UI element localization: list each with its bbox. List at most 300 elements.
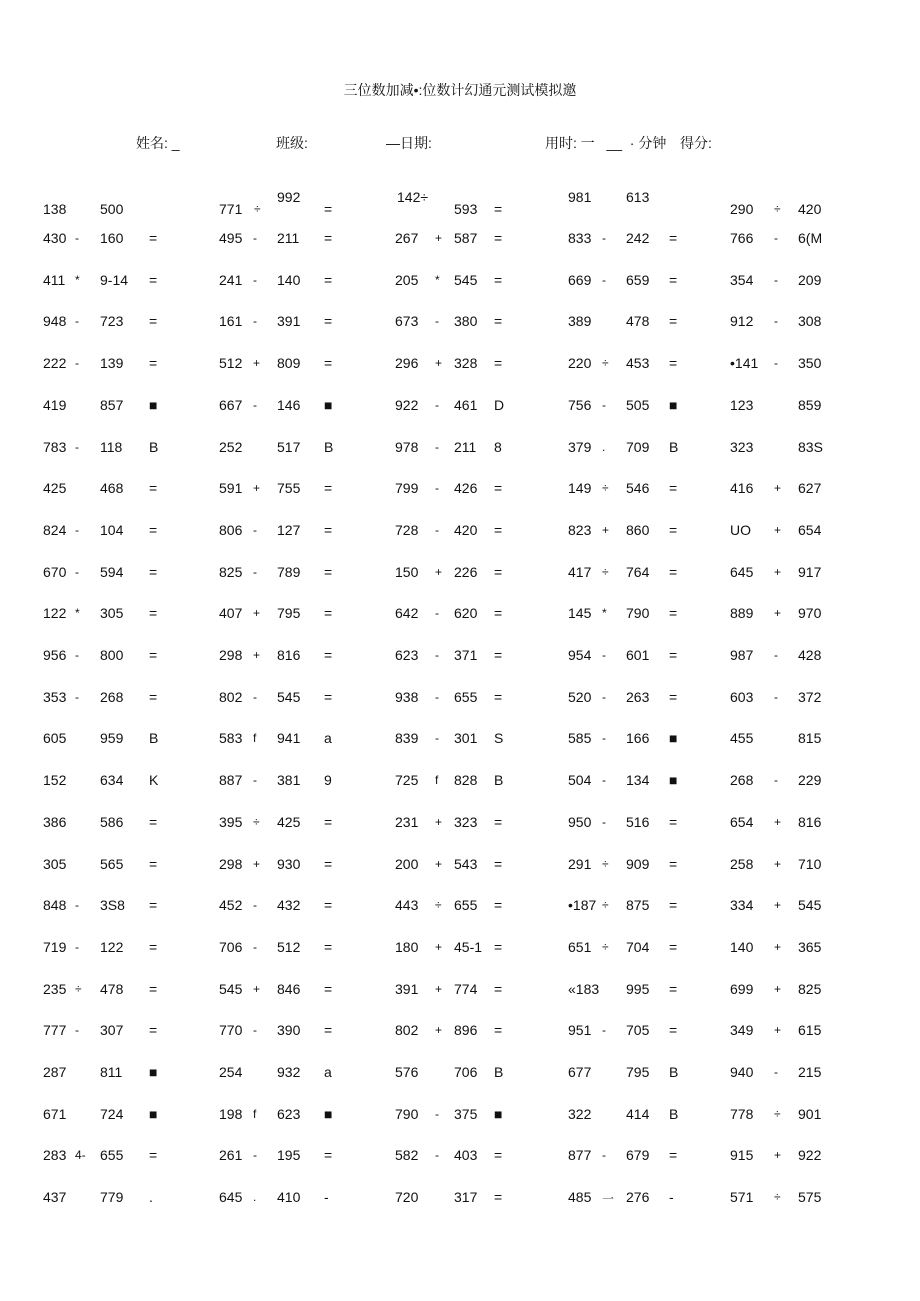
operand-2: 795 (626, 1064, 650, 1080)
operand-1: 623 (395, 647, 419, 663)
operator: - (253, 898, 257, 912)
operand-2: 517 (277, 439, 301, 455)
equals-sign: = (149, 689, 158, 705)
equals-sign: = (149, 313, 158, 329)
operator: + (435, 1023, 443, 1037)
operator: + (253, 857, 261, 871)
operand-2: 512 (277, 939, 301, 955)
cell: 992 (277, 189, 301, 205)
equals-sign: = (494, 355, 503, 371)
operator: - (435, 731, 439, 745)
operator: - (602, 690, 606, 704)
operand-2: 970 (798, 605, 822, 621)
operand-2: 930 (277, 856, 301, 872)
operand-1: 520 (568, 689, 592, 705)
equals-sign: = (324, 1147, 333, 1163)
equals-sign: = (149, 605, 158, 621)
equals-sign: B (669, 1064, 679, 1080)
operand-1: 437 (43, 1189, 67, 1205)
equals-sign: = (324, 1022, 333, 1038)
operand-2: 323 (454, 814, 478, 830)
operand-1: 877 (568, 1147, 592, 1163)
equals-sign: = (324, 272, 333, 288)
operand-1: 241 (219, 272, 243, 288)
equals-sign: = (149, 480, 158, 496)
cell: 142÷ (397, 189, 429, 205)
equals-sign: = (324, 605, 333, 621)
operator: - (75, 898, 79, 912)
operator: - (435, 648, 439, 662)
operand-2: 679 (626, 1147, 650, 1163)
operand-1: 670 (43, 564, 67, 580)
cell: 290 (730, 201, 754, 217)
operand-2: 505 (626, 397, 650, 413)
operand-1: 766 (730, 230, 754, 246)
operator: ÷ (774, 202, 781, 216)
equals-sign: B (149, 439, 159, 455)
equals-sign: = (149, 230, 158, 246)
equals-sign: = (324, 313, 333, 329)
equals-sign: B (494, 772, 504, 788)
equals-sign: = (324, 981, 333, 997)
operand-1: 823 (568, 522, 592, 538)
cell: 500 (100, 201, 124, 217)
operand-2: 166 (626, 730, 650, 746)
cell: 593 (454, 201, 478, 217)
operand-1: 504 (568, 772, 592, 788)
operand-2: 627 (798, 480, 822, 496)
operand-2: 546 (626, 480, 650, 496)
operator: - (75, 231, 79, 245)
equals-sign: = (494, 1189, 503, 1205)
operand-2: 816 (277, 647, 301, 663)
operand-2: 425 (277, 814, 301, 830)
operand-2: 428 (798, 647, 822, 663)
problem-row (0, 564, 920, 584)
operand-2: 432 (277, 897, 301, 913)
operand-1: 915 (730, 1147, 754, 1163)
score-field-label: 得分: (680, 135, 712, 151)
equals-sign: = (669, 856, 678, 872)
operand-2: 276 (626, 1189, 650, 1205)
operand-1: 671 (43, 1106, 67, 1122)
equals-sign: = (669, 897, 678, 913)
problem-row (0, 814, 920, 834)
equals-sign: = (149, 564, 158, 580)
equals-sign: . (149, 1189, 153, 1205)
equals-sign: 9 (324, 772, 332, 788)
equals-sign: = (149, 1022, 158, 1038)
operand-2: 932 (277, 1064, 301, 1080)
operand-2: 857 (100, 397, 124, 413)
equals-sign: S (494, 730, 504, 746)
operator: - (75, 690, 79, 704)
operand-1: 591 (219, 480, 243, 496)
operator: - (774, 690, 778, 704)
operand-1: 152 (43, 772, 67, 788)
operand-1: 719 (43, 939, 67, 955)
operand-1: 950 (568, 814, 592, 830)
operand-2: 575 (798, 1189, 822, 1205)
operand-2: 301 (454, 730, 478, 746)
problem-row (0, 1064, 920, 1084)
operand-2: 211 (454, 439, 477, 455)
problem-row (0, 313, 920, 333)
operator: - (75, 314, 79, 328)
problem-row (0, 897, 920, 917)
equals-sign: = (494, 689, 503, 705)
operator: - (253, 398, 257, 412)
operand-2: 365 (798, 939, 822, 955)
operator: ÷ (254, 202, 261, 216)
operand-2: 586 (100, 814, 124, 830)
operand-1: 145 (568, 605, 592, 621)
equals-sign: = (669, 564, 678, 580)
operand-2: 706 (454, 1064, 478, 1080)
operator: ÷ (602, 565, 609, 579)
equals-sign: B (149, 730, 159, 746)
operand-1: 571 (730, 1189, 754, 1205)
operand-2: 478 (100, 981, 124, 997)
operand-1: 770 (219, 1022, 243, 1038)
operand-1: 582 (395, 1147, 419, 1163)
operator: ÷ (435, 898, 442, 912)
operand-1: 305 (43, 856, 67, 872)
operator: + (774, 940, 782, 954)
operand-1: 848 (43, 897, 67, 913)
operand-1: 512 (219, 355, 243, 371)
equals-sign: = (149, 856, 158, 872)
operator: - (253, 1023, 257, 1037)
operand-1: 603 (730, 689, 754, 705)
equals-sign: ■ (149, 397, 158, 413)
equals-sign: - (324, 1189, 329, 1205)
operand-2: 941 (277, 730, 301, 746)
operand-1: 231 (395, 814, 419, 830)
operator: + (253, 356, 261, 370)
operand-2: 809 (277, 355, 301, 371)
operator: * (75, 606, 80, 620)
operand-1: 298 (219, 856, 243, 872)
equals-sign: - (669, 1189, 674, 1205)
operand-1: 379 (568, 439, 592, 455)
operand-1: 987 (730, 647, 754, 663)
operator: + (435, 857, 443, 871)
operand-1: 254 (219, 1064, 243, 1080)
operand-2: 543 (454, 856, 478, 872)
operand-1: 258 (730, 856, 754, 872)
operand-1: 416 (730, 480, 754, 496)
operand-2: 705 (626, 1022, 650, 1038)
operand-1: 576 (395, 1064, 419, 1080)
operand-2: 620 (454, 605, 478, 621)
operand-2: 795 (277, 605, 301, 621)
operand-2: 922 (798, 1147, 822, 1163)
operand-1: 287 (43, 1064, 67, 1080)
operand-1: 783 (43, 439, 67, 455)
operand-2: 623 (277, 1106, 301, 1122)
operator: - (435, 1107, 439, 1121)
operand-2: 723 (100, 313, 124, 329)
equals-sign: = (149, 272, 158, 288)
operand-1: 122 (43, 605, 67, 621)
operand-1: 200 (395, 856, 419, 872)
operator: - (602, 648, 606, 662)
operand-2: 995 (626, 981, 650, 997)
operand-2: 816 (798, 814, 822, 830)
operand-1: 140 (730, 939, 754, 955)
operand-2: 242 (626, 230, 650, 246)
operand-2: 654 (798, 522, 822, 538)
operator: - (75, 356, 79, 370)
equals-sign: = (494, 939, 503, 955)
operator: - (774, 773, 778, 787)
operand-2: 615 (798, 1022, 822, 1038)
operator: + (253, 606, 261, 620)
operand-1: 425 (43, 480, 67, 496)
page-title: 三位数加减•:位数计幻通元测试模拟邀 (343, 82, 577, 98)
operand-1: 443 (395, 897, 419, 913)
operand-1: 353 (43, 689, 67, 705)
operand-2: 601 (626, 647, 650, 663)
equals-sign: = (669, 480, 678, 496)
equals-sign: = (324, 856, 333, 872)
operand-1: 389 (568, 313, 592, 329)
operand-2: 3S8 (100, 897, 125, 913)
problem-row (0, 1106, 920, 1126)
equals-sign: = (669, 689, 678, 705)
equals-sign: K (149, 772, 159, 788)
operand-1: 889 (730, 605, 754, 621)
operator: - (253, 314, 257, 328)
operand-1: 452 (219, 897, 243, 913)
operator: ÷ (602, 857, 609, 871)
equals-sign: = (494, 272, 503, 288)
operand-1: 802 (395, 1022, 419, 1038)
operator: - (602, 1148, 606, 1162)
operand-2: 461 (454, 397, 478, 413)
equals-sign: = (324, 647, 333, 663)
operand-2: 308 (798, 313, 822, 329)
operator: + (602, 523, 610, 537)
equals-sign: = (669, 814, 678, 830)
equals-sign: = (669, 939, 678, 955)
operand-1: 951 (568, 1022, 592, 1038)
operand-1: 485 (568, 1189, 592, 1205)
operand-2: 774 (454, 981, 478, 997)
operator: + (774, 982, 782, 996)
operand-1: 495 (219, 230, 243, 246)
operator: - (435, 606, 439, 620)
operand-1: 938 (395, 689, 419, 705)
operator: + (774, 1023, 782, 1037)
operator: - (602, 1023, 606, 1037)
operand-2: 45-1 (454, 939, 483, 955)
operator: ÷ (774, 1107, 781, 1121)
equals-sign: = (669, 355, 678, 371)
operand-2: 127 (277, 522, 301, 538)
operand-1: 887 (219, 772, 243, 788)
operand-1: 298 (219, 647, 243, 663)
operator: - (435, 481, 439, 495)
operand-1: 642 (395, 605, 419, 621)
operand-1: 261 (219, 1147, 243, 1163)
operand-1: 654 (730, 814, 754, 830)
problem-row (0, 981, 920, 1001)
equals-sign: = (149, 647, 158, 663)
operand-1: 667 (219, 397, 243, 413)
operand-2: 9-14 (100, 272, 129, 288)
operand-2: 140 (277, 272, 301, 288)
equals-sign: = (494, 1147, 503, 1163)
equals-sign: = (494, 856, 503, 872)
operand-1: 954 (568, 647, 592, 663)
operator: f (253, 1107, 257, 1121)
equals-sign: 8 (494, 439, 502, 455)
operator: ÷ (75, 982, 82, 996)
operand-2: 263 (626, 689, 650, 705)
operand-1: 545 (219, 981, 243, 997)
equals-sign: = (324, 480, 333, 496)
problem-row (0, 647, 920, 667)
operand-1: 268 (730, 772, 754, 788)
equals-sign: = (494, 897, 503, 913)
operand-2: 545 (277, 689, 301, 705)
operator: - (253, 231, 257, 245)
operand-1: 150 (395, 564, 419, 580)
operand-2: 789 (277, 564, 301, 580)
operator: . (253, 1190, 257, 1204)
problem-row (0, 355, 920, 375)
operator: - (774, 648, 778, 662)
operator: * (602, 606, 607, 620)
equals-sign: ■ (149, 1106, 158, 1122)
operand-2: 875 (626, 897, 650, 913)
operand-2: 6(M (798, 230, 823, 246)
equals-sign: = (324, 897, 333, 913)
equals-sign: ■ (669, 730, 678, 746)
time-field-label: 用时: 一 __ · 分钟 (545, 135, 667, 151)
operator: - (435, 690, 439, 704)
equals-sign: = (494, 201, 503, 217)
operator: 一 (602, 1192, 615, 1206)
operand-2: 215 (798, 1064, 822, 1080)
operand-2: 655 (100, 1147, 124, 1163)
operand-2: 659 (626, 272, 650, 288)
operand-1: 123 (730, 397, 754, 413)
operand-1: 756 (568, 397, 592, 413)
equals-sign: = (669, 313, 678, 329)
operand-2: 655 (454, 689, 478, 705)
problem-row (0, 272, 920, 292)
equals-sign: ■ (149, 1064, 158, 1080)
operand-1: 825 (219, 564, 243, 580)
date-field-label: —日期: (386, 135, 432, 151)
operator: - (774, 314, 778, 328)
operand-2: 391 (277, 313, 301, 329)
operand-2: 211 (277, 230, 300, 246)
operand-2: 139 (100, 355, 124, 371)
class-field-label: 班级: (276, 135, 308, 151)
operand-2: 755 (277, 480, 301, 496)
operator: - (602, 731, 606, 745)
operand-2: 305 (100, 605, 124, 621)
operand-2: 160 (100, 230, 124, 246)
equals-sign: = (324, 564, 333, 580)
operator: + (253, 481, 261, 495)
operand-2: 779 (100, 1189, 124, 1205)
problem-row (0, 439, 920, 459)
operand-1: 161 (219, 313, 243, 329)
operand-2: 901 (798, 1106, 822, 1122)
operand-2: 122 (100, 939, 124, 955)
operator: + (774, 565, 782, 579)
operator: - (75, 648, 79, 662)
operand-1: 585 (568, 730, 592, 746)
operator: - (75, 523, 79, 537)
operand-2: 468 (100, 480, 124, 496)
operand-2: 655 (454, 897, 478, 913)
operand-2: 317 (454, 1189, 478, 1205)
operand-1: 978 (395, 439, 419, 455)
operand-1: 334 (730, 897, 754, 913)
operand-1: 645 (219, 1189, 243, 1205)
equals-sign: = (669, 1022, 678, 1038)
problem-row (0, 605, 920, 625)
operand-2: 380 (454, 313, 478, 329)
operator: - (602, 231, 606, 245)
problem-row (0, 1022, 920, 1042)
operator: ÷ (602, 481, 609, 495)
problem-row (0, 730, 920, 750)
operand-1: 956 (43, 647, 67, 663)
problem-row (0, 772, 920, 792)
operand-1: 806 (219, 522, 243, 538)
operand-2: 307 (100, 1022, 124, 1038)
operator: + (435, 565, 443, 579)
operand-1: 802 (219, 689, 243, 705)
operand-1: 799 (395, 480, 419, 496)
operator: - (435, 523, 439, 537)
equals-sign: = (494, 564, 503, 580)
equals-sign: = (669, 981, 678, 997)
operand-2: 403 (454, 1147, 478, 1163)
operand-1: 296 (395, 355, 419, 371)
operator: - (435, 440, 439, 454)
operator: - (75, 440, 79, 454)
operand-2: 704 (626, 939, 650, 955)
operand-2: 634 (100, 772, 124, 788)
operand-2: 846 (277, 981, 301, 997)
equals-sign: = (669, 230, 678, 246)
operand-1: 430 (43, 230, 67, 246)
operator: - (75, 940, 79, 954)
operand-1: 706 (219, 939, 243, 955)
operand-1: 605 (43, 730, 67, 746)
operator: f (253, 731, 257, 745)
operand-1: 417 (568, 564, 592, 580)
equals-sign: = (149, 897, 158, 913)
operand-1: 833 (568, 230, 592, 246)
equals-sign: = (324, 522, 333, 538)
equals-sign: = (494, 313, 503, 329)
equals-sign: D (494, 397, 505, 413)
equals-sign: ■ (494, 1106, 503, 1122)
operand-1: 198 (219, 1106, 243, 1122)
operator: - (774, 1065, 778, 1079)
equals-sign: ■ (669, 772, 678, 788)
operand-2: 587 (454, 230, 478, 246)
